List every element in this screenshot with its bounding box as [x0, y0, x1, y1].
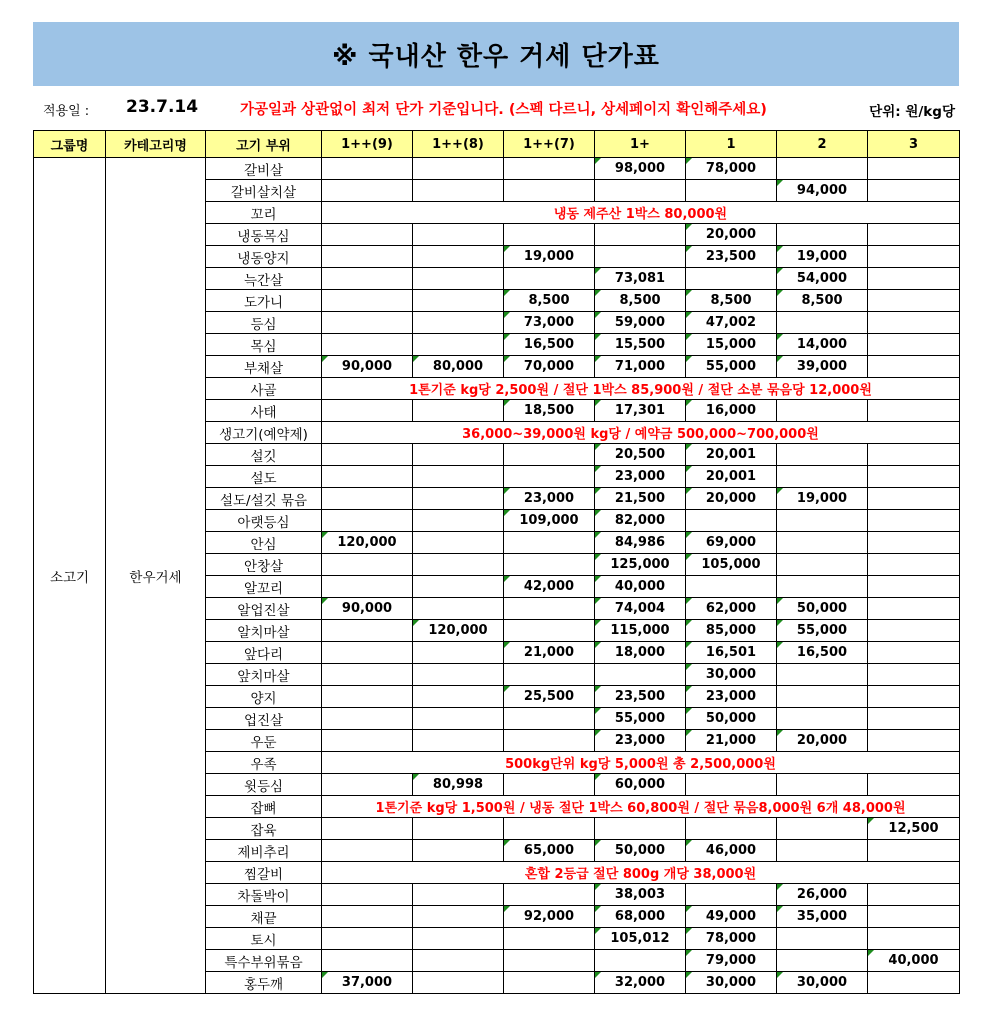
price-cell — [322, 554, 413, 576]
price-cell — [868, 598, 960, 620]
part-name-cell: 등심 — [206, 312, 322, 334]
price-cell — [868, 906, 960, 928]
price-cell — [504, 928, 595, 950]
price-cell — [322, 664, 413, 686]
price-cell — [868, 972, 960, 994]
price-cell — [595, 246, 686, 268]
price-cell — [777, 818, 868, 840]
price-cell — [504, 950, 595, 972]
price-cell: 32,000 — [595, 972, 686, 994]
price-cell: 109,000 — [504, 510, 595, 532]
price-cell — [777, 686, 868, 708]
price-cell: 80,998 — [413, 774, 504, 796]
price-cell: 17,301 — [595, 400, 686, 422]
price-cell: 20,500 — [595, 444, 686, 466]
title-banner — [33, 22, 959, 86]
price-cell — [686, 180, 777, 202]
price-cell: 20,000 — [686, 224, 777, 246]
price-cell: 105,000 — [686, 554, 777, 576]
price-cell — [413, 158, 504, 180]
part-name-cell: 갈비살치살 — [206, 180, 322, 202]
part-name-cell: 앞치마살 — [206, 664, 322, 686]
price-cell: 46,000 — [686, 840, 777, 862]
price-cell: 8,500 — [686, 290, 777, 312]
price-cell — [413, 466, 504, 488]
price-cell — [322, 224, 413, 246]
price-cell: 21,000 — [686, 730, 777, 752]
part-name-cell: 설도 — [206, 466, 322, 488]
price-cell — [413, 290, 504, 312]
price-cell: 42,000 — [504, 576, 595, 598]
column-header: 고기 부위 — [206, 131, 322, 158]
price-cell: 82,000 — [595, 510, 686, 532]
price-cell — [777, 510, 868, 532]
price-cell: 16,501 — [686, 642, 777, 664]
price-cell — [413, 400, 504, 422]
price-cell — [413, 972, 504, 994]
column-header: 1++(8) — [413, 131, 504, 158]
part-name-cell: 설도/설깃 묶음 — [206, 488, 322, 510]
price-cell — [504, 708, 595, 730]
price-cell: 30,000 — [686, 972, 777, 994]
price-cell — [504, 730, 595, 752]
price-cell — [322, 444, 413, 466]
price-cell: 59,000 — [595, 312, 686, 334]
price-cell: 30,000 — [777, 972, 868, 994]
price-cell: 18,000 — [595, 642, 686, 664]
price-cell — [504, 598, 595, 620]
price-cell — [322, 708, 413, 730]
price-cell: 62,000 — [686, 598, 777, 620]
price-cell — [595, 180, 686, 202]
price-cell — [868, 334, 960, 356]
price-cell — [868, 554, 960, 576]
column-header: 1++(7) — [504, 131, 595, 158]
price-cell: 8,500 — [504, 290, 595, 312]
price-cell — [777, 840, 868, 862]
price-cell — [504, 774, 595, 796]
price-cell: 94,000 — [777, 180, 868, 202]
part-name-cell: 사태 — [206, 400, 322, 422]
price-cell — [413, 510, 504, 532]
price-cell — [595, 950, 686, 972]
price-cell: 38,003 — [595, 884, 686, 906]
part-name-cell: 냉동양지 — [206, 246, 322, 268]
price-cell: 37,000 — [322, 972, 413, 994]
price-cell — [504, 884, 595, 906]
price-cell: 16,500 — [504, 334, 595, 356]
price-cell: 85,000 — [686, 620, 777, 642]
price-cell — [322, 246, 413, 268]
price-cell: 49,000 — [686, 906, 777, 928]
price-cell — [777, 224, 868, 246]
header-row — [34, 131, 960, 158]
price-cell — [777, 708, 868, 730]
price-cell: 23,000 — [595, 730, 686, 752]
column-header: 1+ — [595, 131, 686, 158]
part-name-cell: 채끝 — [206, 906, 322, 928]
price-cell — [868, 576, 960, 598]
part-name-cell: 사골 — [206, 378, 322, 400]
price-cell: 19,000 — [777, 246, 868, 268]
price-cell — [868, 224, 960, 246]
price-cell — [322, 466, 413, 488]
part-name-cell: 찜갈비 — [206, 862, 322, 884]
price-cell — [777, 928, 868, 950]
price-cell — [777, 532, 868, 554]
column-header: 카테고리명 — [106, 131, 206, 158]
price-cell: 47,002 — [686, 312, 777, 334]
price-cell — [322, 642, 413, 664]
price-cell — [413, 312, 504, 334]
price-cell: 19,000 — [504, 246, 595, 268]
price-cell: 19,000 — [777, 488, 868, 510]
price-cell — [322, 730, 413, 752]
column-header: 2 — [777, 131, 868, 158]
price-cell — [504, 224, 595, 246]
price-cell: 105,012 — [595, 928, 686, 950]
price-note-cell: 1톤기준 kg당 1,500원 / 냉동 절단 1박스 60,800원 / 절단 묶음8,000원 6개 48,000원 — [322, 796, 960, 818]
part-name-cell: 냉동목심 — [206, 224, 322, 246]
part-name-cell: 잡육 — [206, 818, 322, 840]
price-cell — [504, 554, 595, 576]
part-name-cell: 알꼬리 — [206, 576, 322, 598]
price-cell: 16,500 — [777, 642, 868, 664]
column-header: 1++(9) — [322, 131, 413, 158]
pricing-note: 가공일과 상관없이 최저 단가 기준입니다. (스펙 다르니, 상세페이지 확인해주세요) — [240, 102, 767, 118]
price-cell — [777, 664, 868, 686]
price-cell — [868, 180, 960, 202]
price-cell — [322, 818, 413, 840]
group-cell: 소고기 — [34, 158, 106, 994]
price-cell: 23,000 — [504, 488, 595, 510]
price-cell: 20,000 — [686, 488, 777, 510]
price-cell — [868, 268, 960, 290]
price-note-cell: 500kg단위 kg당 5,000원 총 2,500,000원 — [322, 752, 960, 774]
price-cell: 65,000 — [504, 840, 595, 862]
price-cell — [504, 444, 595, 466]
price-cell — [504, 466, 595, 488]
price-cell — [322, 840, 413, 862]
price-cell: 20,001 — [686, 466, 777, 488]
price-cell: 78,000 — [686, 928, 777, 950]
price-cell — [413, 444, 504, 466]
price-cell — [413, 950, 504, 972]
price-cell — [413, 224, 504, 246]
price-cell — [777, 444, 868, 466]
price-cell: 23,500 — [686, 246, 777, 268]
price-cell — [413, 246, 504, 268]
part-name-cell: 안창살 — [206, 554, 322, 576]
price-cell — [868, 642, 960, 664]
price-cell — [322, 290, 413, 312]
price-cell: 18,500 — [504, 400, 595, 422]
price-cell — [777, 158, 868, 180]
part-name-cell: 양지 — [206, 686, 322, 708]
unit-label: 단위: 원/kg당 — [865, 100, 955, 120]
price-cell: 40,000 — [868, 950, 960, 972]
price-cell — [868, 840, 960, 862]
price-cell — [413, 180, 504, 202]
part-name-cell: 우둔 — [206, 730, 322, 752]
price-cell — [413, 488, 504, 510]
table-body — [34, 158, 960, 994]
price-cell — [868, 510, 960, 532]
price-cell — [595, 664, 686, 686]
price-cell: 8,500 — [595, 290, 686, 312]
price-cell: 12,500 — [868, 818, 960, 840]
price-cell — [868, 488, 960, 510]
price-cell: 70,000 — [504, 356, 595, 378]
price-cell — [504, 158, 595, 180]
price-cell — [868, 928, 960, 950]
price-cell — [413, 268, 504, 290]
price-cell — [413, 928, 504, 950]
price-cell — [413, 708, 504, 730]
price-cell: 54,000 — [777, 268, 868, 290]
info-row — [33, 92, 959, 126]
price-cell — [322, 268, 413, 290]
price-cell — [504, 268, 595, 290]
price-cell — [504, 620, 595, 642]
price-cell — [322, 950, 413, 972]
price-note-cell: 36,000~39,000원 kg당 / 예약금 500,000~700,000원 — [322, 422, 960, 444]
price-cell — [322, 576, 413, 598]
column-header: 3 — [868, 131, 960, 158]
price-cell — [868, 290, 960, 312]
price-cell: 90,000 — [322, 356, 413, 378]
part-name-cell: 토시 — [206, 928, 322, 950]
price-cell: 92,000 — [504, 906, 595, 928]
price-cell — [413, 576, 504, 598]
part-name-cell: 안심 — [206, 532, 322, 554]
price-cell — [686, 818, 777, 840]
price-cell: 120,000 — [322, 532, 413, 554]
price-cell — [322, 158, 413, 180]
price-cell: 60,000 — [595, 774, 686, 796]
price-cell — [868, 466, 960, 488]
price-cell — [777, 400, 868, 422]
price-cell — [868, 620, 960, 642]
price-cell — [777, 950, 868, 972]
price-cell: 26,000 — [777, 884, 868, 906]
price-cell: 40,000 — [595, 576, 686, 598]
price-note-cell: 냉동 제주산 1박스 80,000원 — [322, 202, 960, 224]
price-cell — [868, 730, 960, 752]
price-cell: 74,004 — [595, 598, 686, 620]
part-name-cell: 도가니 — [206, 290, 322, 312]
price-cell — [322, 686, 413, 708]
date-label: 적용일 : — [43, 104, 90, 119]
part-name-cell: 설깃 — [206, 444, 322, 466]
table-row — [34, 158, 960, 180]
price-cell: 30,000 — [686, 664, 777, 686]
price-cell — [413, 840, 504, 862]
price-cell — [322, 884, 413, 906]
date-value: 23.7.14 — [126, 97, 199, 117]
price-cell — [322, 180, 413, 202]
part-name-cell: 잡뼈 — [206, 796, 322, 818]
price-cell: 21,500 — [595, 488, 686, 510]
price-cell — [595, 818, 686, 840]
price-cell — [322, 400, 413, 422]
price-cell: 21,000 — [504, 642, 595, 664]
price-cell: 16,000 — [686, 400, 777, 422]
price-cell: 71,000 — [595, 356, 686, 378]
price-cell — [868, 158, 960, 180]
price-cell — [595, 224, 686, 246]
part-name-cell: 늑간살 — [206, 268, 322, 290]
price-cell — [777, 466, 868, 488]
price-cell — [868, 246, 960, 268]
price-cell — [868, 400, 960, 422]
price-cell: 73,000 — [504, 312, 595, 334]
price-cell: 55,000 — [777, 620, 868, 642]
price-cell — [413, 664, 504, 686]
price-cell: 15,500 — [595, 334, 686, 356]
price-cell — [413, 686, 504, 708]
price-cell: 20,000 — [777, 730, 868, 752]
part-name-cell: 앞다리 — [206, 642, 322, 664]
price-cell — [868, 708, 960, 730]
category-cell: 한우거세 — [106, 158, 206, 994]
price-cell — [322, 928, 413, 950]
price-cell — [868, 884, 960, 906]
price-cell: 14,000 — [777, 334, 868, 356]
price-cell — [322, 312, 413, 334]
part-name-cell: 생고기(예약제) — [206, 422, 322, 444]
price-cell: 23,500 — [595, 686, 686, 708]
page-title: ※ 국내산 한우 거세 단가표 — [332, 41, 660, 72]
part-name-cell: 차돌박이 — [206, 884, 322, 906]
price-cell: 125,000 — [595, 554, 686, 576]
price-cell — [504, 180, 595, 202]
price-cell: 15,000 — [686, 334, 777, 356]
price-cell — [322, 488, 413, 510]
part-name-cell: 홍두깨 — [206, 972, 322, 994]
price-cell — [504, 818, 595, 840]
price-cell — [686, 576, 777, 598]
price-cell — [777, 576, 868, 598]
price-cell — [868, 312, 960, 334]
price-cell: 23,000 — [595, 466, 686, 488]
price-cell: 35,000 — [777, 906, 868, 928]
price-cell: 50,000 — [686, 708, 777, 730]
price-cell — [504, 532, 595, 554]
price-cell — [413, 730, 504, 752]
price-cell: 23,000 — [686, 686, 777, 708]
price-cell: 79,000 — [686, 950, 777, 972]
column-header: 그룹명 — [34, 131, 106, 158]
price-cell: 55,000 — [595, 708, 686, 730]
price-cell — [868, 686, 960, 708]
price-table — [33, 130, 960, 994]
price-cell: 68,000 — [595, 906, 686, 928]
price-cell — [868, 774, 960, 796]
price-cell — [322, 334, 413, 356]
price-cell: 78,000 — [686, 158, 777, 180]
price-cell: 39,000 — [777, 356, 868, 378]
part-name-cell: 알치마살 — [206, 620, 322, 642]
price-cell: 50,000 — [777, 598, 868, 620]
part-name-cell: 알업진살 — [206, 598, 322, 620]
price-cell — [322, 774, 413, 796]
price-cell — [686, 510, 777, 532]
price-cell — [322, 620, 413, 642]
price-cell — [504, 664, 595, 686]
price-cell: 55,000 — [686, 356, 777, 378]
price-cell — [777, 774, 868, 796]
price-cell — [868, 356, 960, 378]
price-cell — [777, 554, 868, 576]
price-cell — [413, 554, 504, 576]
price-cell: 25,500 — [504, 686, 595, 708]
price-cell: 50,000 — [595, 840, 686, 862]
part-name-cell: 우족 — [206, 752, 322, 774]
price-cell: 115,000 — [595, 620, 686, 642]
price-cell — [413, 532, 504, 554]
column-header: 1 — [686, 131, 777, 158]
part-name-cell: 업진살 — [206, 708, 322, 730]
price-cell — [686, 268, 777, 290]
part-name-cell: 부채살 — [206, 356, 322, 378]
price-cell — [504, 972, 595, 994]
part-name-cell: 특수부위묶음 — [206, 950, 322, 972]
part-name-cell: 갈비살 — [206, 158, 322, 180]
part-name-cell: 제비추리 — [206, 840, 322, 862]
price-note-cell: 1톤기준 kg당 2,500원 / 절단 1박스 85,900원 / 절단 소분 묶음당 12,000원 — [322, 378, 960, 400]
price-note-cell: 혼합 2등급 절단 800g 개당 38,000원 — [322, 862, 960, 884]
price-cell — [413, 818, 504, 840]
price-cell: 80,000 — [413, 356, 504, 378]
price-cell — [413, 884, 504, 906]
price-cell — [686, 884, 777, 906]
price-cell — [868, 664, 960, 686]
part-name-cell: 윗등심 — [206, 774, 322, 796]
price-cell: 84,986 — [595, 532, 686, 554]
price-cell — [322, 510, 413, 532]
part-name-cell: 목심 — [206, 334, 322, 356]
price-cell — [413, 642, 504, 664]
price-cell — [777, 312, 868, 334]
price-cell: 20,001 — [686, 444, 777, 466]
price-cell: 73,081 — [595, 268, 686, 290]
price-cell — [413, 906, 504, 928]
part-name-cell: 꼬리 — [206, 202, 322, 224]
price-cell — [322, 906, 413, 928]
price-cell: 120,000 — [413, 620, 504, 642]
price-cell — [868, 532, 960, 554]
price-cell: 69,000 — [686, 532, 777, 554]
price-cell — [413, 334, 504, 356]
price-cell — [413, 598, 504, 620]
price-cell — [868, 444, 960, 466]
price-cell: 8,500 — [777, 290, 868, 312]
price-cell — [686, 774, 777, 796]
price-cell: 98,000 — [595, 158, 686, 180]
price-cell: 90,000 — [322, 598, 413, 620]
part-name-cell: 아랫등심 — [206, 510, 322, 532]
